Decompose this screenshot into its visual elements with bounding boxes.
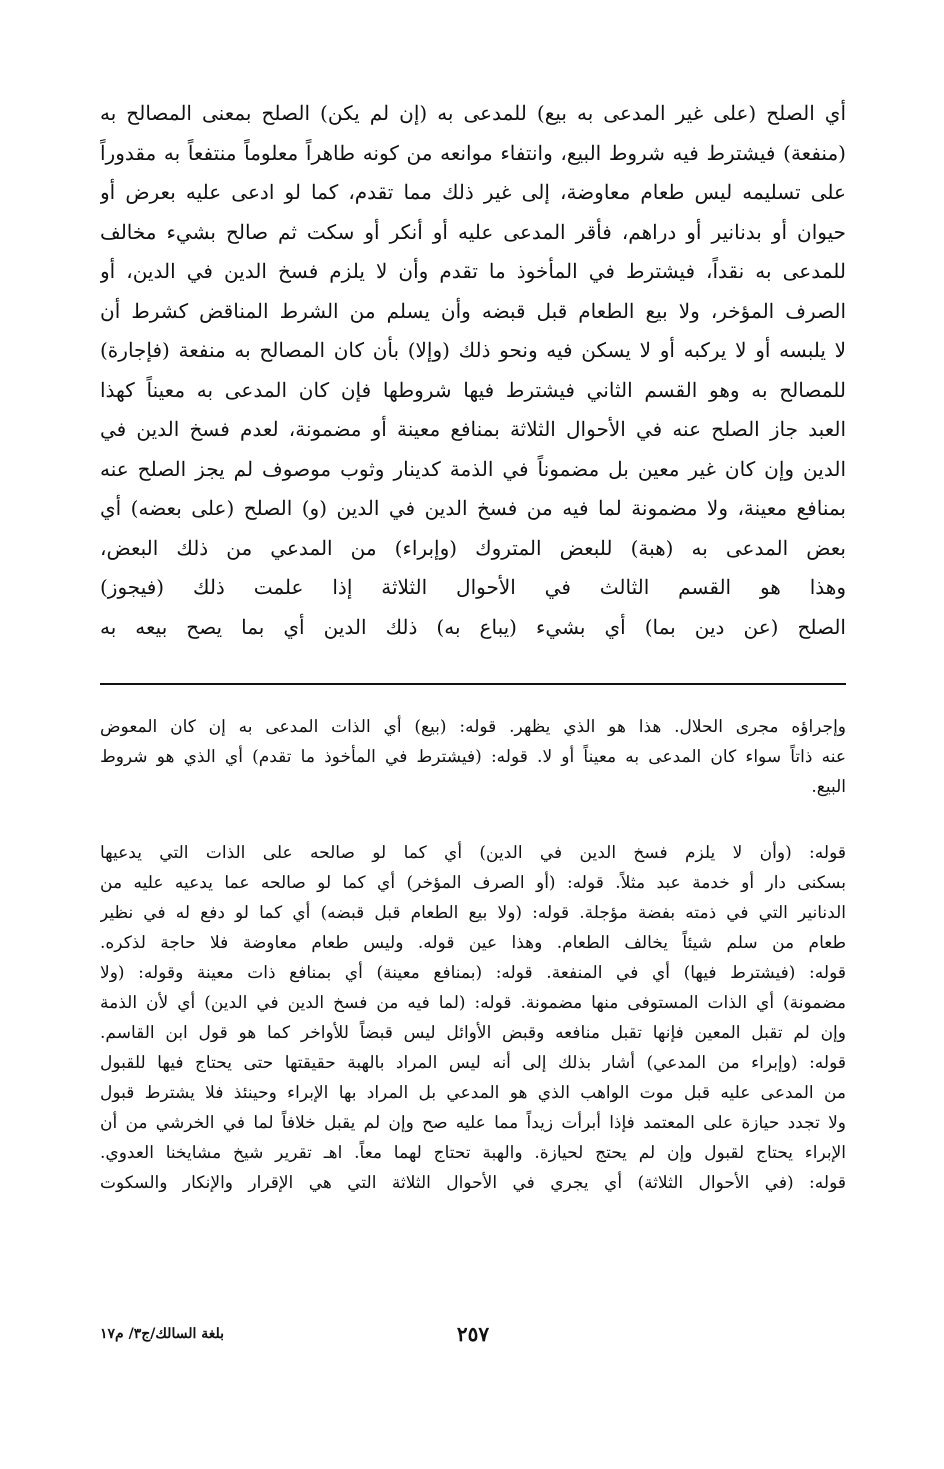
page-footer xyxy=(100,1322,846,1354)
commentary-block-1 xyxy=(100,712,846,802)
main-text-line: على تسليمه ليس طعام معاوضة، إلى غير ذلك مما تقدم، كما لو ادعى عليه بعرض أو xyxy=(100,180,846,204)
main-text-line: الدين وإن كان غير معين بل مضموناً في الذمة كدينار وثوب موصوف لم يجز الصلح عنه xyxy=(100,456,846,481)
main-text-line: الصلح (عن دين بما) أي بشيء (يباع به) ذلك الدين أي بما يصح بيعه به xyxy=(100,614,846,639)
commentary-line: البيع. xyxy=(811,777,846,797)
commentary-line: ولا تجدد حيازة على المعتمد فإذا أبرأت زيداً مما عليه صح وإن لم يقبل خلافاً لما في الخرشي من أن xyxy=(100,1113,846,1133)
commentary-line: بسكنى دار أو خدمة عبد مثلاً. قوله: (أو الصرف المؤخر) أي كما لو صالحه عما يدعيه عليه من xyxy=(100,873,846,893)
main-text-line: وهذا هو القسم الثالث في الأحوال الثلاثة إذا علمت ذلك (فيجوز) xyxy=(100,575,846,599)
commentary-line: مضمونة) أي الذات المستوفى منها مضمونة. قوله: (لما فيه من فسخ الدين في الدين) أي لأن الذمة xyxy=(100,993,846,1013)
main-text-line: (منفعة) فيشترط فيه شروط البيع، وانتفاء موانعه من كونه طاهراً معلوماً منتفعاً به مقدوراً xyxy=(100,140,846,165)
commentary-line: عنه ذاتاً سواء كان المدعى به معيناً أو لا. قوله: (فيشترط في المأخوذ ما تقدم) أي الذي هو شروط xyxy=(100,747,846,767)
main-text-line: بمنافع معينة، ولا مضمونة لما فيه من فسخ الدين في الدين (و) الصلح (على بعضه) أي xyxy=(100,496,846,520)
footnote-divider xyxy=(100,683,846,685)
main-text-line: للمدعى به نقداً، فيشترط في المأخوذ ما تقدم وأن لا يلزم فسخ الدين في الدين، أو xyxy=(100,259,846,283)
commentary-line: قوله: (وإبراء من المدعي) أشار بذلك إلى أنه ليس المراد بالهبة حقيقتها حتى يحتاج فيها للقبول xyxy=(100,1053,846,1073)
main-text-line: أي الصلح (على غير المدعى به بيع) للمدعى به (إن لم يكن) الصلح بمعنى المصالح به xyxy=(100,101,846,125)
signature-mark: بلغة السالك/ج٣/ م١٧ xyxy=(100,1326,225,1342)
commentary-line: من المدعى عليه قبل موت الواهب الذي هو المدعي بل المراد بها الإبراء وحينئذ فلا يشترط قبول xyxy=(100,1083,846,1103)
main-text-line: بعض المدعى به (هبة) للبعض المتروك (وإبراء) من المدعي من ذلك البعض، xyxy=(100,535,846,560)
commentary-line: الإبراء يحتاج لقبول وإن لم يحتج لحيازة. والهبة تحتاج لهما معاً. اهـ تقرير شيخ مشايخنا العدوي. xyxy=(100,1143,846,1163)
main-text xyxy=(100,94,846,647)
main-text-line: للمصالح به وهو القسم الثاني فيشترط فيها شروطها فإن كان المدعى به معيناً كهذا xyxy=(100,377,846,402)
commentary-block-2 xyxy=(100,838,846,1198)
commentary-line: وإجراؤه مجرى الحلال. هذا هو الذي يظهر. قوله: (بيع) أي الذات المدعى به إن كان المعوض xyxy=(100,717,846,737)
commentary-line: وإن لم تقبل المعين فإنها تقبل منافعه وقبض الأوائل ليس قبضاً للأواخر كما هو قول ابن القاسم. xyxy=(100,1023,846,1043)
page-number: ٢٥٧ xyxy=(456,1322,490,1346)
commentary-line: قوله: (في الأحوال الثلاثة) أي يجري في الأحوال الثلاثة التي هي الإقرار والإنكار والسكوت xyxy=(100,1173,846,1193)
main-text-line: حيوان أو بدنانير أو دراهم، فأقر المدعى عليه أو أنكر أو سكت ثم صالح بشيء مخالف xyxy=(100,219,846,244)
commentary-line: طعام من سلم شيئاً يخالف الطعام. وهذا عين قوله. وليس طعام معاوضة فلا حاجة لذكره. xyxy=(100,933,846,953)
main-text-line: الصرف المؤخر، ولا بيع الطعام قبل قبضه وأن يسلم من الشرط المناقض كشرط أن xyxy=(100,298,846,323)
commentary-line: قوله: (فيشترط فيها) أي في المنفعة. قوله: (بمنافع معينة) أي بمنافع ذات معينة وقوله: (ولا xyxy=(100,963,846,983)
commentary-line: الدنانير التي في ذمته بفضة مؤجلة. قوله: (ولا بيع الطعام قبل قبضه) أي كما لو دفع له في نظير xyxy=(100,903,846,923)
main-text-line: لا يلبسه أو لا يركبه أو لا يسكن فيه ونحو ذلك (وإلا) بأن كان المصالح به منفعة (فإجارة) xyxy=(100,338,846,362)
commentary-line: قوله: (وأن لا يلزم فسخ الدين في الدين) أي كما لو صالحه على الذات التي يدعيها xyxy=(100,843,846,863)
main-text-line: العبد جاز الصلح عنه في الأحوال الثلاثة بمنافع معينة أو مضمونة، لعدم فسخ الدين في xyxy=(100,417,846,441)
